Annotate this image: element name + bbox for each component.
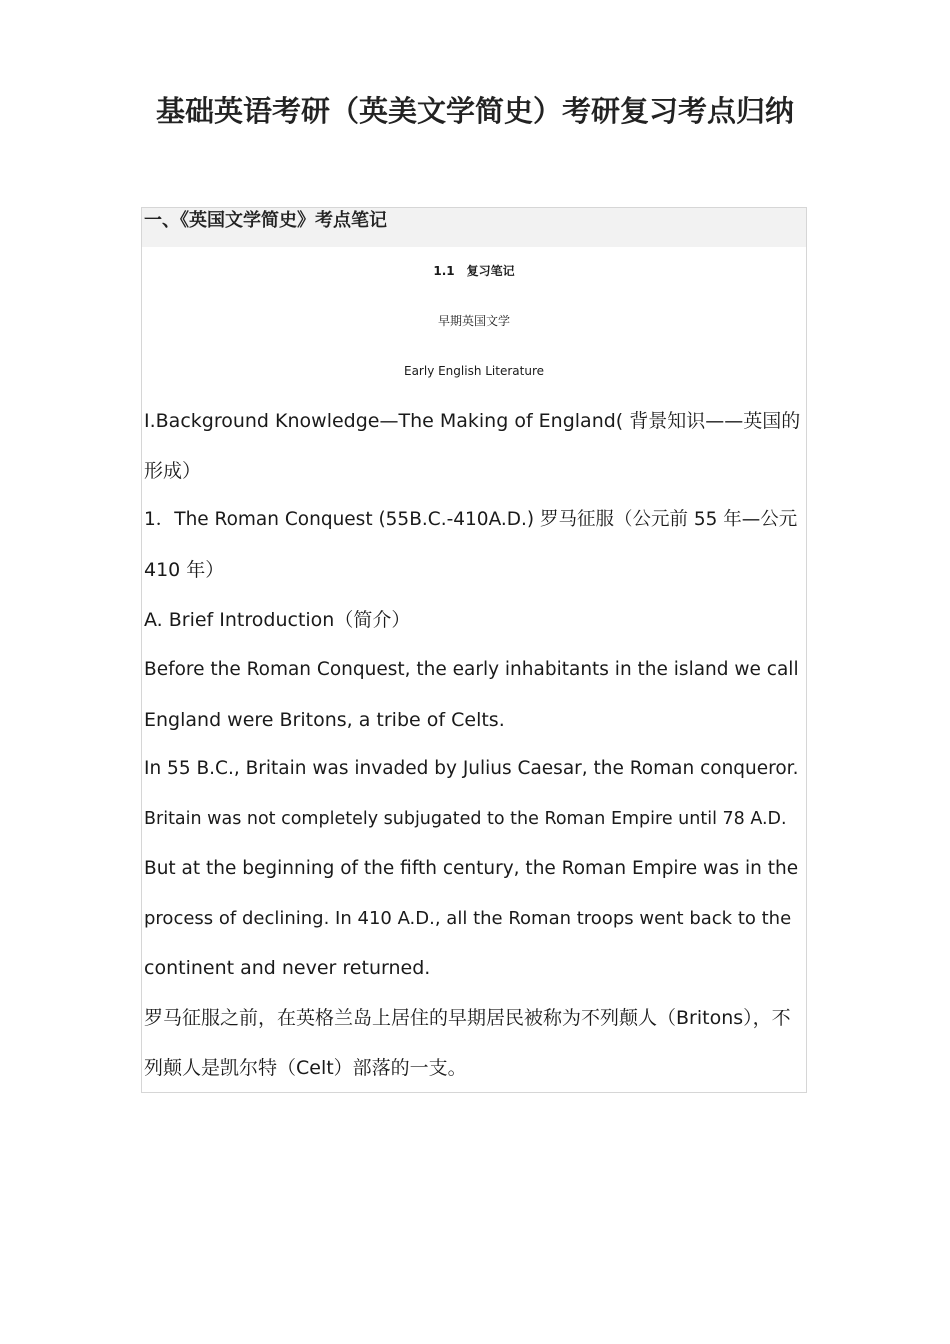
text-line: Britain was not completely subjugated to the Roman Empire until 78 A.D. (144, 809, 787, 829)
text-line: Before the Roman Conquest, the early inhabitants in the island we call (144, 659, 799, 680)
text-line: process of declining. In 410 A.D., all the Roman troops went back to the (144, 908, 792, 929)
text-line: Ⅰ.Background Knowledge—The Making of England( 背景知识——英国的 (144, 410, 801, 432)
text-line: 410 年） (144, 559, 225, 581)
text-line: In 55 B.C., Britain was invaded by Julius Caesar, the Roman conqueror. (144, 758, 799, 779)
text-line: continent and never returned. (144, 957, 431, 979)
text-line: But at the beginning of the fifth century, the Roman Empire was in the (144, 858, 799, 879)
subsection-title: 1.1 复习笔记 (433, 264, 515, 278)
text-line: 形成） (144, 460, 202, 482)
text-line: 罗马征服之前，在英格兰岛上居住的早期居民被称为不列颠人（Britons），不 (144, 1007, 791, 1029)
heading-chinese: 早期英国文学 (437, 314, 510, 328)
section-header: 一、《英国文学简史》考点笔记 (142, 208, 806, 247)
content-box (141, 207, 807, 1093)
text-line: England were Britons, a tribe of Celts. (144, 709, 505, 731)
text-line: 1．The Roman Conquest (55B.C.-410A.D.) 罗马征服（公元前 55 年—公元 (144, 509, 798, 530)
document-title: 基础英语考研（英美文学简史）考研复习考点归纳 (155, 94, 794, 128)
text-line: 列颠人是凯尔特（Celt）部落的一支。 (144, 1057, 467, 1079)
heading-english: Early English Literature (403, 364, 545, 378)
text-line: A. Brief Introduction（简介） (144, 609, 411, 631)
